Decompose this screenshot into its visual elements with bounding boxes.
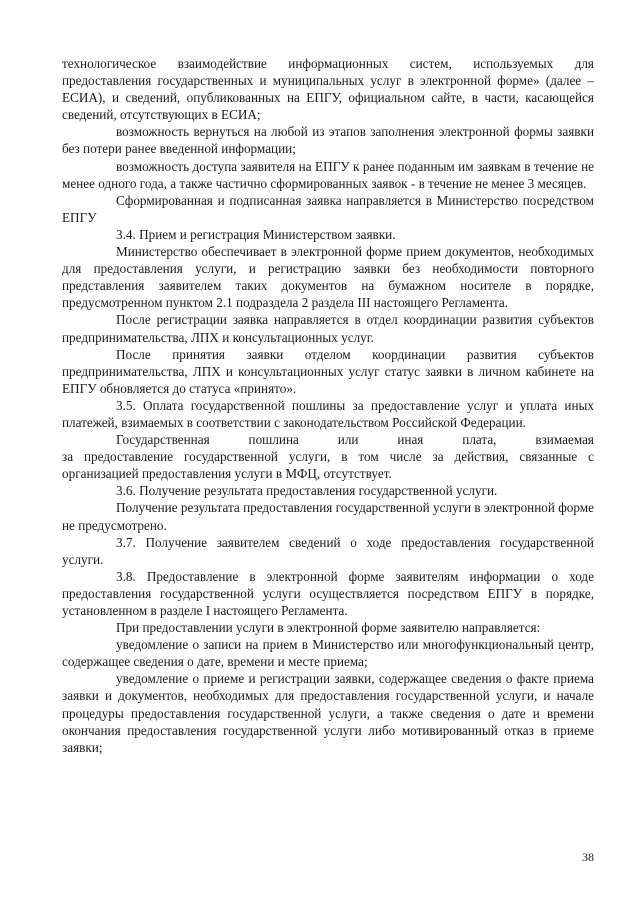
section-heading-3-4: 3.4. Прием и регистрация Министерством заявки. [116, 226, 396, 242]
paragraph-after-registration: После регистрации заявка направляется в отдел координации развития субъектов предпринимательства, ЛПХ и консультационных услуг. [62, 312, 594, 345]
paragraph-fee-line-1: Государственная пошлина или иная плата, взимаемая [116, 432, 594, 448]
paragraph-registration-notice: уведомление о приеме и регистрации заявки, содержащее сведения о факте приема заявки и документов, необходимых для предоставления государственной услуги, и начале процедуры предоставления государственной услуги, а также сведения о дате и времени окончания предоставления государственной услуги либо мотивированный отказ в приеме заявки; [62, 671, 594, 755]
page-number: 38 [582, 850, 594, 864]
paragraph-application-sent: Сформированная и подписанная заявка направляется в Министерство посредством ЕПГУ [62, 192, 594, 225]
section-heading-3-5: 3.5. Оплата государственной пошлины за предоставление услуг и уплата иных платежей, взимаемых в соответствии с законодательством Российской Федерации. [62, 397, 594, 430]
paragraph-return-to-step: возможность вернуться на любой из этапов заполнения электронной формы заявки без потери ранее введенной информации; [62, 124, 594, 157]
paragraph-fee-line-2: за предоставление государственной услуги, в том числе за действия, связанные с организацией предоставления услуги в МФЦ, отсутствует. [62, 449, 594, 482]
paragraph-access-to-applications: возможность доступа заявителя на ЕПГУ к ранее поданным им заявкам в течение не менее одного года, а также частично сформированных заявок - в течение не менее 3 месяцев. [62, 158, 594, 191]
paragraph-ministry-reception: Министерство обеспечивает в электронной форме прием документов, необходимых для предоставления услуги, и регистрацию заявки без необходимости повторного представления заявителем таких документов на бумажном носителе в порядке, предусмотренном пунктом 2.1 подраздела 2 раздела III настоящего Регламента. [62, 244, 594, 311]
paragraph-status-update: После принятия заявки отделом координации развития субъектов предпринимательства, ЛПХ и консультационных услуг статус заявки в личном кабинете на ЕПГУ обновляется до статуса «принято». [62, 346, 594, 396]
paragraph-3-8-info: 3.8. Предоставление в электронной форме заявителям информации о ходе предоставления государственной услуги осуществляется посредством ЕПГУ в порядке, установленном в разделе I настоящего Регламента. [62, 568, 594, 618]
paragraph-esia-continuation: технологическое взаимодействие информационных систем, используемых для предоставления государственных и муниципальных услуг в электронной форме» (далее – ЕСИА), и сведений, опубликованных на ЕПГУ, официальном сайте, в части, касающейся сведений, отсутствующих в ЕСИА; [62, 56, 594, 123]
section-heading-3-6: 3.6. Получение результата предоставления государственной услуги. [116, 483, 498, 499]
section-heading-3-7: 3.7. Получение заявителем сведений о ходе предоставления государственной услуги. [62, 534, 594, 567]
paragraph-appointment-notice: уведомление о записи на прием в Министерство или многофункциональный центр, содержащее сведения о дате, времени и месте приема; [62, 637, 594, 670]
paragraph-result-not-provided: Получение результата предоставления государственной услуги в электронной форме не предусмотрено. [62, 500, 594, 533]
paragraph-notifications-intro: При предоставлении услуги в электронной форме заявителю направляется: [116, 620, 541, 636]
